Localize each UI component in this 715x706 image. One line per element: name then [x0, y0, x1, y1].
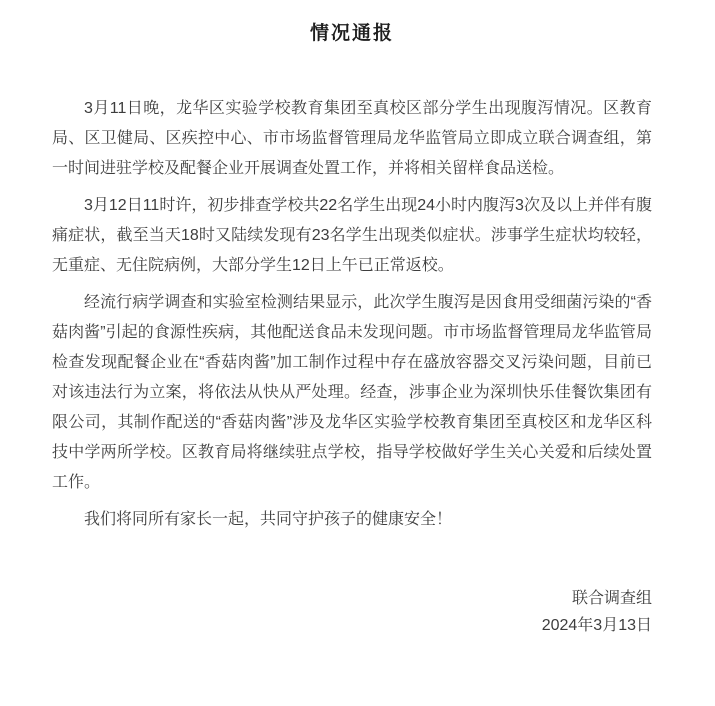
notice-paragraph-1: 3月11日晚，龙华区实验学校教育集团至真校区部分学生出现腹泻情况。区教育局、区卫健局、区疾控中心、市市场监督管理局龙华监管局立即成立联合调查组，第一时间进驻学校及配餐企业开展调查处置工作，并将相关留样食品送检。 [52, 100, 652, 177]
notice-paragraph-4: 我们将同所有家长一起，共同守护孩子的健康安全！ [84, 511, 453, 528]
notice-paragraph-2: 3月12日11时许，初步排查学校共22名学生出现24小时内腹泻3次及以上并伴有腹痛症状，截至当天18时又陆续发现有23名学生出现类似症状。涉事学生症状均较轻，无重症、无住院病例，大部分学生12日上午已正常返校。 [52, 197, 652, 274]
notice-paragraph-3: 经流行病学调查和实验室检测结果显示，此次学生腹泻是因食用受细菌污染的“香菇肉酱”引起的食源性疾病，其他配送食品未发现问题。市市场监督管理局龙华监管局检查发现配餐企业在“香菇肉酱”加工制作过程中存在盛放容器交叉污染问题，目前已对该违法行为立案，将依法从快从严处理。经查，涉事企业为深圳快乐佳餐饮集团有限公司，其制作配送的“香菇肉酱”涉及龙华区实验学校教育集团至真校区和龙华区科技中学两所学校。区教育局将继续驻点学校，指导学校做好学生关心关爱和后续处置工作。 [52, 294, 652, 491]
notice-title: 情况通报 [309, 23, 394, 44]
signature-block [52, 585, 652, 639]
signature-date: 2024年3月13日 [541, 617, 652, 634]
signature-org: 联合调查组 [571, 590, 652, 607]
notice-body [52, 94, 652, 535]
